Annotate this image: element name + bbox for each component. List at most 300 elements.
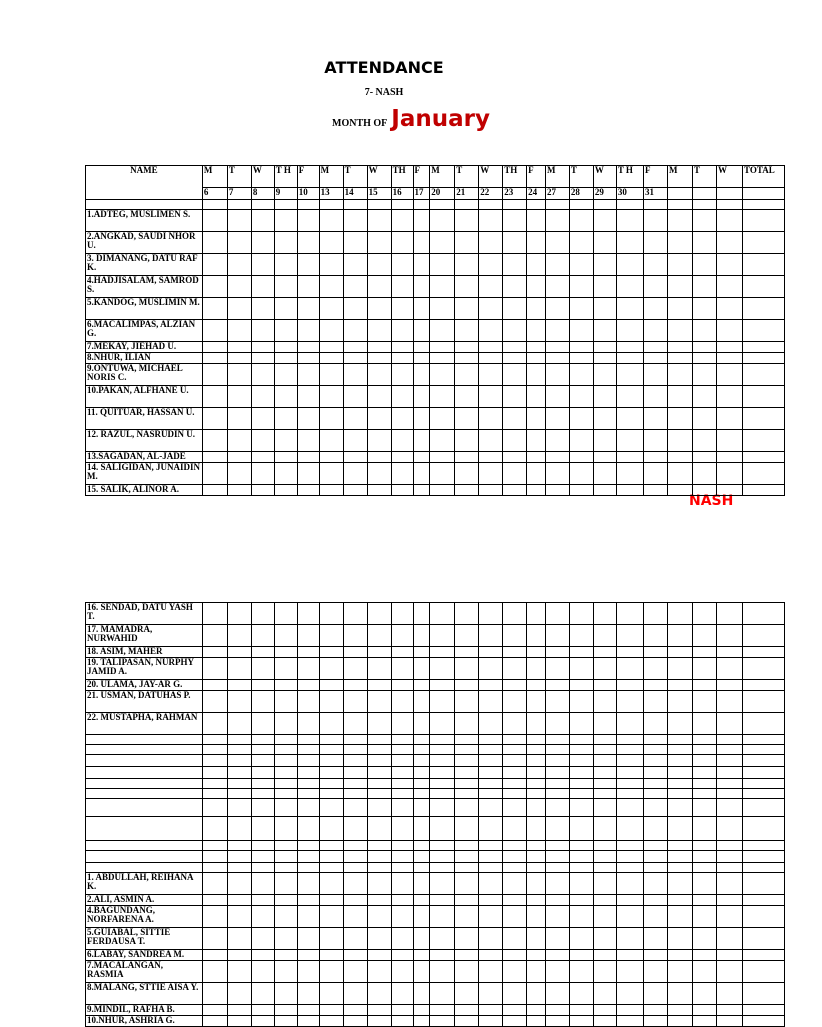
student-row	[86, 386, 785, 408]
attendance-cell	[343, 789, 367, 799]
attendance-cell	[319, 873, 343, 895]
attendance-cell	[692, 232, 716, 254]
attendance-cell	[692, 873, 716, 895]
attendance-cell	[430, 841, 455, 851]
attendance-cell	[455, 463, 479, 485]
total-cell	[743, 254, 785, 276]
attendance-cell	[503, 928, 527, 950]
attendance-cell	[545, 851, 569, 863]
student-name: 2.ANGKAD, SAUDI NHOR U.	[86, 232, 203, 254]
attendance-cell	[430, 713, 455, 735]
attendance-cell	[297, 789, 319, 799]
attendance-cell	[367, 1005, 391, 1016]
attendance-cell	[251, 779, 274, 789]
attendance-cell	[667, 895, 692, 906]
attendance-cell	[413, 320, 430, 342]
attendance-cell	[667, 386, 692, 408]
attendance-cell	[593, 755, 616, 767]
attendance-cell	[479, 691, 503, 713]
attendance-cell	[430, 452, 455, 463]
attendance-cell	[503, 799, 527, 817]
attendance-cell	[716, 408, 742, 430]
attendance-cell	[274, 928, 297, 950]
attendance-cell	[251, 691, 274, 713]
attendance-cell	[297, 713, 319, 735]
attendance-cell	[367, 463, 391, 485]
attendance-cell	[616, 232, 643, 254]
attendance-cell	[319, 961, 343, 983]
student-row	[86, 779, 785, 789]
attendance-cell	[616, 463, 643, 485]
attendance-cell	[391, 1016, 413, 1027]
attendance-cell	[527, 767, 546, 779]
attendance-cell	[545, 452, 569, 463]
attendance-cell	[343, 906, 367, 928]
attendance-cell	[367, 658, 391, 680]
attendance-cell	[479, 755, 503, 767]
total-cell	[743, 799, 785, 817]
attendance-cell	[503, 210, 527, 232]
attendance-cell	[455, 210, 479, 232]
attendance-cell	[545, 276, 569, 298]
attendance-cell	[343, 895, 367, 906]
attendance-cell	[227, 873, 251, 895]
student-row	[86, 745, 785, 755]
attendance-cell	[430, 463, 455, 485]
attendance-cell	[643, 755, 667, 767]
attendance-cell	[527, 1016, 546, 1027]
attendance-cell	[455, 232, 479, 254]
attendance-cell	[593, 452, 616, 463]
total-cell	[743, 1016, 785, 1027]
attendance-cell	[569, 873, 593, 895]
student-row	[86, 658, 785, 680]
attendance-cell	[367, 210, 391, 232]
attendance-cell	[343, 950, 367, 961]
attendance-cell	[503, 452, 527, 463]
attendance-cell	[545, 779, 569, 789]
attendance-cell	[202, 983, 227, 1005]
attendance-cell	[319, 713, 343, 735]
weekday-header: T	[227, 166, 251, 188]
attendance-cell	[251, 895, 274, 906]
student-row	[86, 364, 785, 386]
attendance-cell	[455, 452, 479, 463]
attendance-cell	[251, 873, 274, 895]
attendance-cell	[527, 452, 546, 463]
attendance-cell	[227, 408, 251, 430]
student-name: 4.HADJISALAM, SAMROD S.	[86, 276, 203, 298]
attendance-cell	[692, 430, 716, 452]
attendance-cell	[251, 364, 274, 386]
attendance-cell	[569, 276, 593, 298]
attendance-cell	[503, 658, 527, 680]
student-row	[86, 817, 785, 841]
section-subtitle: 7- NASH	[364, 87, 404, 98]
attendance-cell	[202, 320, 227, 342]
student-row	[86, 983, 785, 1005]
attendance-cell	[503, 789, 527, 799]
attendance-cell	[297, 1016, 319, 1027]
student-row	[86, 430, 785, 452]
attendance-cell	[413, 735, 430, 745]
attendance-cell	[430, 658, 455, 680]
attendance-cell	[430, 625, 455, 647]
attendance-cell	[716, 863, 742, 873]
attendance-cell	[527, 779, 546, 789]
total-cell	[743, 485, 785, 496]
attendance-cell	[251, 767, 274, 779]
attendance-cell	[716, 755, 742, 767]
attendance-cell	[716, 873, 742, 895]
attendance-cell	[479, 485, 503, 496]
attendance-cell	[716, 210, 742, 232]
attendance-cell	[367, 928, 391, 950]
attendance-cell	[503, 841, 527, 851]
attendance-cell	[503, 430, 527, 452]
total-cell	[743, 895, 785, 906]
attendance-cell	[593, 779, 616, 789]
attendance-cell	[251, 254, 274, 276]
attendance-cell	[202, 430, 227, 452]
attendance-cell	[343, 817, 367, 841]
attendance-cell	[367, 817, 391, 841]
attendance-cell	[545, 658, 569, 680]
attendance-cell	[227, 691, 251, 713]
attendance-cell	[692, 364, 716, 386]
attendance-cell	[716, 841, 742, 851]
attendance-cell	[251, 817, 274, 841]
attendance-cell	[503, 625, 527, 647]
attendance-cell	[297, 928, 319, 950]
attendance-cell	[527, 485, 546, 496]
attendance-cell	[202, 680, 227, 691]
attendance-cell	[367, 895, 391, 906]
attendance-cell	[667, 950, 692, 961]
attendance-cell	[391, 983, 413, 1005]
attendance-cell	[455, 691, 479, 713]
attendance-cell	[297, 735, 319, 745]
attendance-cell	[251, 713, 274, 735]
attendance-cell	[297, 895, 319, 906]
attendance-cell	[391, 254, 413, 276]
student-row	[86, 851, 785, 863]
attendance-cell	[202, 647, 227, 658]
attendance-cell	[479, 851, 503, 863]
attendance-cell	[413, 841, 430, 851]
student-row	[86, 485, 785, 496]
attendance-cell	[367, 767, 391, 779]
attendance-cell	[667, 841, 692, 851]
attendance-cell	[202, 895, 227, 906]
attendance-cell	[455, 906, 479, 928]
attendance-cell	[430, 1005, 455, 1016]
attendance-cell	[527, 735, 546, 745]
attendance-cell	[692, 463, 716, 485]
attendance-cell	[391, 779, 413, 789]
attendance-cell	[692, 961, 716, 983]
spacer-cell	[86, 200, 203, 210]
attendance-cell	[667, 342, 692, 353]
total-cell	[743, 863, 785, 873]
attendance-cell	[251, 841, 274, 851]
attendance-cell	[692, 863, 716, 873]
attendance-cell	[202, 950, 227, 961]
attendance-cell	[202, 603, 227, 625]
attendance-cell	[716, 647, 742, 658]
attendance-cell	[343, 276, 367, 298]
attendance-cell	[479, 789, 503, 799]
attendance-cell	[667, 745, 692, 755]
attendance-cell	[413, 755, 430, 767]
attendance-cell	[593, 895, 616, 906]
spacer-cell	[430, 200, 455, 210]
attendance-cell	[527, 680, 546, 691]
attendance-cell	[667, 364, 692, 386]
attendance-cell	[343, 658, 367, 680]
attendance-cell	[503, 276, 527, 298]
attendance-cell	[455, 841, 479, 851]
attendance-cell	[343, 735, 367, 745]
attendance-cell	[503, 342, 527, 353]
attendance-cell	[413, 342, 430, 353]
attendance-cell	[616, 647, 643, 658]
attendance-cell	[716, 713, 742, 735]
attendance-cell	[413, 386, 430, 408]
attendance-cell	[367, 342, 391, 353]
attendance-cell	[545, 485, 569, 496]
attendance-cell	[667, 603, 692, 625]
attendance-cell	[569, 254, 593, 276]
student-name: 10.NHUR, ASHRIA G.	[86, 1016, 203, 1027]
attendance-cell	[569, 603, 593, 625]
attendance-cell	[343, 680, 367, 691]
attendance-cell	[202, 799, 227, 817]
attendance-cell	[643, 680, 667, 691]
weekday-header: M	[667, 166, 692, 188]
attendance-cell	[716, 851, 742, 863]
attendance-cell	[343, 961, 367, 983]
attendance-cell	[297, 745, 319, 755]
total-cell	[743, 364, 785, 386]
attendance-cell	[391, 408, 413, 430]
attendance-cell	[274, 210, 297, 232]
attendance-cell	[391, 767, 413, 779]
attendance-cell	[593, 386, 616, 408]
date-header: 13	[319, 188, 343, 200]
attendance-cell	[227, 851, 251, 863]
attendance-cell	[455, 386, 479, 408]
attendance-cell	[643, 1005, 667, 1016]
attendance-cell	[413, 408, 430, 430]
attendance-cell	[667, 658, 692, 680]
student-row	[86, 320, 785, 342]
attendance-cell	[716, 320, 742, 342]
attendance-cell	[667, 928, 692, 950]
spacer-cell	[455, 200, 479, 210]
attendance-cell	[503, 863, 527, 873]
attendance-cell	[319, 1016, 343, 1027]
attendance-cell	[503, 680, 527, 691]
attendance-cell	[413, 799, 430, 817]
attendance-cell	[527, 254, 546, 276]
attendance-cell	[643, 841, 667, 851]
attendance-cell	[667, 906, 692, 928]
attendance-cell	[319, 408, 343, 430]
attendance-cell	[297, 863, 319, 873]
attendance-cell	[569, 658, 593, 680]
attendance-cell	[202, 658, 227, 680]
attendance-cell	[297, 779, 319, 789]
spacer-cell	[479, 200, 503, 210]
attendance-cell	[643, 906, 667, 928]
attendance-cell	[545, 298, 569, 320]
attendance-cell	[202, 210, 227, 232]
attendance-cell	[527, 799, 546, 817]
attendance-cell	[545, 386, 569, 408]
attendance-cell	[455, 353, 479, 364]
attendance-cell	[274, 276, 297, 298]
student-name: 5.GUIABAL, SITTIE FERDAUSA T.	[86, 928, 203, 950]
date-header	[667, 188, 692, 200]
attendance-cell	[367, 873, 391, 895]
attendance-cell	[343, 713, 367, 735]
attendance-cell	[593, 298, 616, 320]
attendance-cell	[616, 799, 643, 817]
attendance-cell	[593, 745, 616, 755]
attendance-cell	[430, 386, 455, 408]
attendance-cell	[455, 1016, 479, 1027]
total-cell	[743, 658, 785, 680]
attendance-cell	[227, 452, 251, 463]
date-header: 8	[251, 188, 274, 200]
attendance-cell	[227, 1016, 251, 1027]
attendance-cell	[319, 851, 343, 863]
attendance-cell	[593, 817, 616, 841]
weekday-header: T	[455, 166, 479, 188]
attendance-cell	[643, 895, 667, 906]
attendance-cell	[479, 950, 503, 961]
attendance-cell	[430, 232, 455, 254]
attendance-cell	[569, 463, 593, 485]
attendance-cell	[227, 647, 251, 658]
attendance-cell	[479, 779, 503, 789]
attendance-cell	[616, 961, 643, 983]
attendance-cell	[643, 799, 667, 817]
attendance-cell	[692, 789, 716, 799]
attendance-cell	[251, 320, 274, 342]
student-row	[86, 232, 785, 254]
attendance-cell	[593, 342, 616, 353]
attendance-cell	[274, 603, 297, 625]
attendance-cell	[527, 713, 546, 735]
attendance-cell	[274, 745, 297, 755]
attendance-cell	[527, 928, 546, 950]
attendance-cell	[716, 485, 742, 496]
attendance-cell	[616, 713, 643, 735]
attendance-cell	[413, 713, 430, 735]
attendance-cell	[367, 430, 391, 452]
total-cell	[743, 950, 785, 961]
student-name: 5.KANDOG, MUSLIMIN M.	[86, 298, 203, 320]
attendance-cell	[527, 210, 546, 232]
attendance-cell	[455, 342, 479, 353]
attendance-cell	[503, 906, 527, 928]
attendance-cell	[343, 647, 367, 658]
attendance-table-1	[85, 165, 785, 496]
attendance-cell	[430, 789, 455, 799]
attendance-cell	[297, 691, 319, 713]
attendance-cell	[413, 1005, 430, 1016]
attendance-cell	[616, 841, 643, 851]
attendance-cell	[455, 430, 479, 452]
attendance-cell	[413, 210, 430, 232]
attendance-cell	[227, 342, 251, 353]
attendance-cell	[716, 680, 742, 691]
attendance-cell	[343, 603, 367, 625]
attendance-cell	[527, 691, 546, 713]
attendance-cell	[297, 767, 319, 779]
attendance-cell	[569, 817, 593, 841]
total-cell	[743, 755, 785, 767]
attendance-cell	[391, 928, 413, 950]
attendance-cell	[479, 863, 503, 873]
spacer-cell	[545, 200, 569, 210]
attendance-cell	[692, 254, 716, 276]
attendance-cell	[455, 408, 479, 430]
attendance-cell	[643, 353, 667, 364]
attendance-cell	[367, 713, 391, 735]
spacer-cell	[343, 200, 367, 210]
attendance-cell	[297, 463, 319, 485]
attendance-cell	[367, 625, 391, 647]
attendance-cell	[616, 873, 643, 895]
attendance-cell	[479, 625, 503, 647]
student-row	[86, 463, 785, 485]
date-header: 14	[343, 188, 367, 200]
attendance-cell	[593, 232, 616, 254]
attendance-cell	[643, 789, 667, 799]
attendance-cell	[692, 658, 716, 680]
attendance-cell	[667, 1005, 692, 1016]
weekday-header: T H	[274, 166, 297, 188]
weekday-header: T H	[616, 166, 643, 188]
attendance-cell	[593, 254, 616, 276]
attendance-cell	[251, 276, 274, 298]
attendance-cell	[455, 950, 479, 961]
attendance-cell	[667, 1016, 692, 1027]
attendance-cell	[430, 906, 455, 928]
date-header: 28	[569, 188, 593, 200]
attendance-cell	[527, 745, 546, 755]
attendance-cell	[455, 658, 479, 680]
attendance-cell	[202, 364, 227, 386]
attendance-cell	[716, 745, 742, 755]
attendance-cell	[692, 950, 716, 961]
attendance-cell	[455, 1005, 479, 1016]
date-header: 15	[367, 188, 391, 200]
attendance-cell	[251, 342, 274, 353]
attendance-cell	[274, 817, 297, 841]
attendance-cell	[455, 817, 479, 841]
attendance-cell	[227, 254, 251, 276]
attendance-cell	[479, 298, 503, 320]
total-cell	[743, 232, 785, 254]
attendance-cell	[227, 755, 251, 767]
attendance-cell	[297, 408, 319, 430]
student-row	[86, 254, 785, 276]
attendance-cell	[227, 658, 251, 680]
